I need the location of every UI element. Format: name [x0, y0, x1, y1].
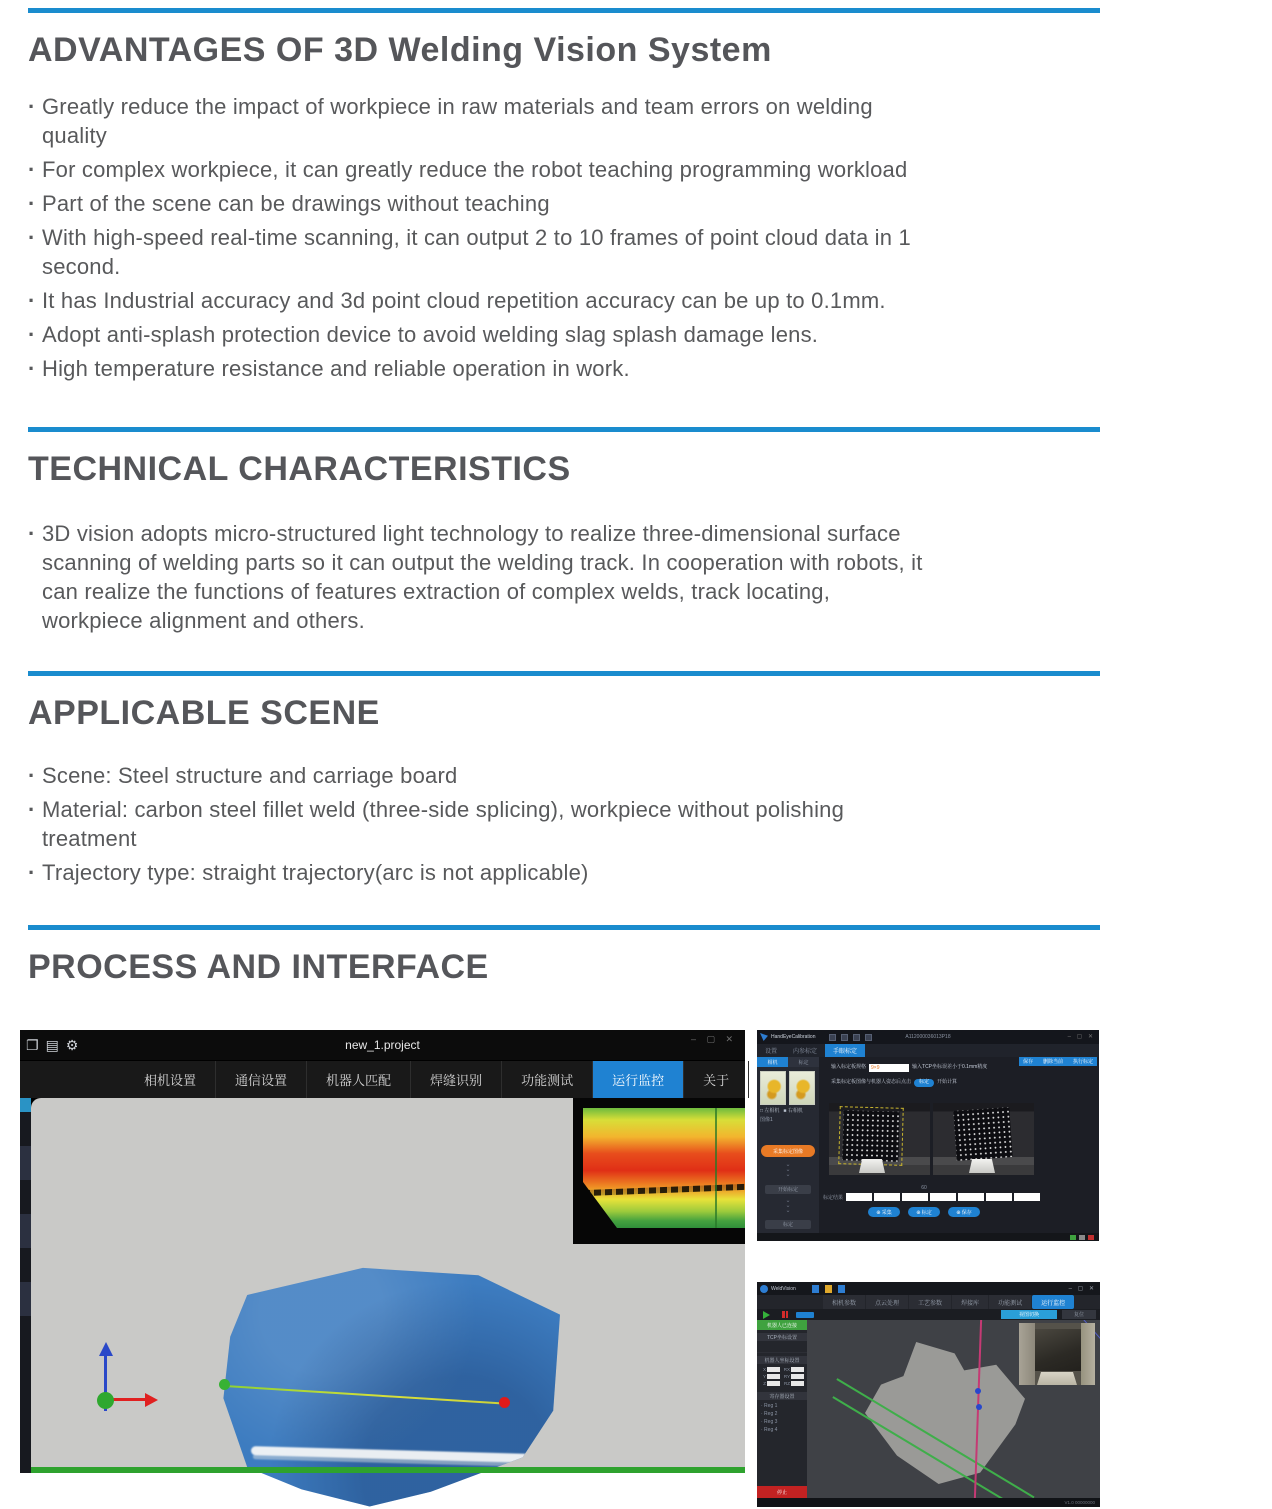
status-light-green: [1070, 1235, 1076, 1240]
chevron-down-icon: ⌄ ⌄ ⌄: [785, 1162, 791, 1178]
calibration-sidebar: [757, 1057, 819, 1233]
runtime-tab[interactable]: 焊接库: [952, 1295, 988, 1309]
coord-field: RZ: [783, 1381, 805, 1386]
runtime-tab[interactable]: 运行监控: [1032, 1295, 1074, 1309]
axis-gizmo: [82, 1333, 162, 1423]
result-input-row: [823, 1193, 1040, 1201]
gear-icon[interactable]: ⚙: [65, 1037, 79, 1053]
left-camera-view: [829, 1103, 930, 1175]
advantages-bullet: · Greatly reduce the impact of workpiece in raw materials and team errors on welding quality: [28, 92, 923, 150]
right-camera-view: [933, 1103, 1034, 1175]
window-controls[interactable]: – ▢ ✕: [690, 1034, 737, 1044]
calibration-content: [757, 1057, 1099, 1233]
menu-tab[interactable]: 焊缝识别: [411, 1061, 502, 1098]
depth-heatmap-strip: [573, 1098, 745, 1244]
advantages-bullet: · With high-speed real-time scanning, it can output 2 to 10 frames of point cloud data in 1 second.: [28, 223, 923, 281]
runtime-sidebar: [757, 1320, 807, 1498]
view-buttons: [1001, 1310, 1096, 1319]
board-stand: [969, 1159, 995, 1173]
runtime-toolbar-row: [757, 1309, 1100, 1320]
register-item[interactable]: · Reg 4: [761, 1427, 778, 1433]
result-input[interactable]: [1014, 1193, 1040, 1201]
menu-tab[interactable]: 机器人匹配: [307, 1061, 411, 1098]
scene-list: [28, 761, 923, 887]
scene-bullet: · Scene: Steel structure and carriage board: [28, 761, 923, 790]
action-button[interactable]: 删除当前: [1042, 1059, 1063, 1065]
start-calibration-button[interactable]: 开始标定: [765, 1185, 811, 1194]
thumbnail-caption: ■ 右相机: [783, 1108, 803, 1114]
advantages-title: ADVANTAGES OF 3D Welding Vision System: [28, 31, 772, 69]
monitor-titlebar: [20, 1030, 745, 1060]
coord-input[interactable]: [767, 1367, 780, 1372]
folder-icon[interactable]: [825, 1285, 832, 1293]
heatmap-seam-line: [583, 1184, 745, 1196]
board-spec-hint: 输入TCP坐标误差小于0.1mm精度: [912, 1064, 988, 1071]
scene-title: APPLICABLE SCENE: [28, 694, 380, 732]
trajectory-start-point: [219, 1379, 230, 1390]
advantages-list: [28, 92, 923, 383]
mode-toggle[interactable]: [796, 1312, 814, 1318]
calibration-app-window: [757, 1030, 1099, 1241]
inline-calibrate-button[interactable]: 标定: [914, 1079, 934, 1087]
result-input[interactable]: [958, 1193, 984, 1201]
result-input[interactable]: [846, 1193, 872, 1201]
status-light-gray: [1079, 1235, 1085, 1240]
save-icon[interactable]: [838, 1285, 845, 1293]
thumbnail-caption: □ 左相机: [760, 1108, 780, 1114]
pill-button[interactable]: ⊕ 保存: [948, 1207, 980, 1217]
monitor-menu-tabs: [125, 1061, 749, 1098]
statusbar-text: V1.0 00000000: [1064, 1500, 1095, 1505]
robot-connect-button[interactable]: 机器人已连接: [757, 1320, 807, 1330]
feature-point: [975, 1388, 981, 1394]
coord-input[interactable]: [767, 1374, 780, 1379]
coordinate-fields: [757, 1364, 807, 1389]
weld-gap-highlight: [251, 1446, 530, 1463]
runtime-tabs: [757, 1295, 1100, 1309]
menu-tab[interactable]: 通信设置: [216, 1061, 307, 1098]
sidebar-subtabs: [757, 1057, 819, 1067]
coord-field: Y: [759, 1374, 781, 1379]
technical-bullet: · 3D vision adopts micro-structured light technology to realize three-dimensional surface scanning of welding parts so it can output the welding track. In cooperation with robots, it can realize the functions of features extraction of complex welds, track locating, workpiece alignment and others.: [28, 519, 923, 635]
action-button[interactable]: 保存: [1023, 1059, 1034, 1065]
sidebar-subtab[interactable]: 标定: [788, 1057, 819, 1067]
sidebar-note: 图像1: [760, 1117, 773, 1123]
calibrate-hint-label: 采集标定板图像与机器人姿态后点击: [831, 1079, 912, 1085]
status-light-red: [1088, 1235, 1094, 1240]
runtime-toolbar: [812, 1285, 845, 1293]
action-button[interactable]: 执行标定: [1072, 1059, 1093, 1065]
calibration-titlebar: [757, 1030, 1099, 1044]
app-logo-icon: [760, 1285, 768, 1293]
runtime-tab[interactable]: 相机参数: [823, 1295, 865, 1309]
runtime-app-window: [757, 1282, 1100, 1507]
section-divider: [28, 8, 1100, 13]
coord-input[interactable]: [791, 1367, 804, 1372]
result-input[interactable]: [874, 1193, 900, 1201]
result-input[interactable]: [986, 1193, 1012, 1201]
runtime-statusbar: [757, 1498, 1100, 1507]
calibrate-hint-tail: 开始计算: [937, 1079, 958, 1085]
board-spec-label: 输入标定板规格: [831, 1064, 867, 1071]
feature-point: [976, 1404, 982, 1410]
view-switch-button[interactable]: 视图切换: [1001, 1310, 1057, 1319]
section-header-tcp: TCP坐标设置: [757, 1333, 807, 1341]
board-spec-input[interactable]: 9×9: [869, 1064, 909, 1072]
runtime-content: [757, 1320, 1100, 1498]
app-name: WeldVision: [771, 1285, 796, 1292]
advantages-bullet: · Adopt anti-splash protection device to avoid welding slag splash damage lens.: [28, 320, 923, 349]
advantages-bullet: · Part of the scene can be drawings without teaching: [28, 189, 923, 218]
robot-thumbnail-left[interactable]: [760, 1071, 786, 1105]
save-icon[interactable]: ▤: [45, 1037, 59, 1053]
calibrate-button[interactable]: 标定: [765, 1220, 811, 1229]
pill-button[interactable]: ⊕ 采集: [868, 1207, 900, 1217]
calibration-tabs: [757, 1044, 1099, 1057]
board-stand: [859, 1159, 885, 1173]
monitor-app-window: [20, 1030, 745, 1473]
robot-thumbnail-right[interactable]: [789, 1071, 815, 1105]
chevron-down-icon: ⌄ ⌄ ⌄: [785, 1198, 791, 1214]
advantages-bullet: · High temperature resistance and reliable operation in work.: [28, 354, 923, 383]
section-divider: [28, 925, 1100, 930]
calibration-board-left: [842, 1110, 899, 1161]
technical-title: TECHNICAL CHARACTERISTICS: [28, 450, 571, 488]
view-reset-button[interactable]: 复位: [1062, 1310, 1096, 1319]
trajectory-end-point: [499, 1397, 510, 1408]
pill-button[interactable]: ⊕ 标定: [908, 1207, 940, 1217]
calibration-tab[interactable]: 手眼标定: [825, 1044, 865, 1057]
origin-dot: [97, 1392, 114, 1409]
runtime-3d-view[interactable]: [807, 1320, 1100, 1498]
calibration-statusbar: [757, 1233, 1099, 1241]
register-item[interactable]: · Reg 1: [761, 1403, 778, 1409]
window-title: new_1.project: [345, 1038, 420, 1052]
section-divider: [28, 427, 1100, 432]
coord-field: Z: [759, 1381, 781, 1386]
section-divider: [28, 671, 1100, 676]
pause-icon[interactable]: [782, 1311, 788, 1318]
robot-thumbnails: [757, 1067, 819, 1107]
window-controls[interactable]: – ▢ ✕: [1068, 1286, 1096, 1292]
result-label: 标定结果: [823, 1194, 844, 1201]
coord-field: X: [759, 1367, 781, 1372]
register-item[interactable]: · Reg 2: [761, 1411, 778, 1417]
runtime-titlebar: [757, 1282, 1100, 1295]
folder-icon[interactable]: ❐: [26, 1037, 39, 1053]
runtime-tab[interactable]: 点云处理: [866, 1295, 908, 1309]
process-title: PROCESS AND INTERFACE: [28, 948, 489, 986]
calibration-tab[interactable]: 内参标定: [793, 1049, 818, 1055]
coord-field: RX: [783, 1367, 805, 1372]
board-spec-row: [831, 1064, 987, 1072]
monitor-body: [20, 1098, 745, 1473]
advantages-bullet: · It has Industrial accuracy and 3d point cloud repetition accuracy can be up to 0.1mm.: [28, 286, 923, 315]
page-content: [28, 0, 1100, 987]
viewport-bottom-line: [31, 1467, 745, 1473]
device-code: A112000036013P18: [905, 1034, 951, 1040]
thumbnail-captions: [757, 1107, 819, 1114]
calibration-board-right: [953, 1107, 1012, 1161]
capture-button[interactable]: 采集标定图像: [761, 1145, 815, 1157]
scene-bullet: · Trajectory type: straight trajectory(arc is not applicable): [28, 858, 923, 887]
coord-input[interactable]: [767, 1381, 780, 1386]
calibration-main: [819, 1057, 1099, 1233]
slider-value: 60: [921, 1185, 927, 1191]
sidebar-subtab[interactable]: 相机: [757, 1057, 788, 1067]
register-item[interactable]: · Reg 3: [761, 1419, 778, 1425]
play-icon[interactable]: [763, 1311, 774, 1319]
camera-photo-inset: [1019, 1323, 1095, 1385]
interface-screenshots: [0, 1030, 1272, 1505]
runtime-tab[interactable]: 工艺参数: [909, 1295, 951, 1309]
calibration-bottom-buttons: [819, 1207, 1029, 1217]
section-header-robot-coords: 机器人坐标设置: [757, 1356, 807, 1364]
calibration-actions-bar: [1019, 1057, 1097, 1066]
menu-tab[interactable]: 关于: [684, 1061, 749, 1098]
register-list: [757, 1400, 807, 1436]
stop-button[interactable]: 停止: [757, 1486, 807, 1498]
scene-bullet: · Material: carbon steel fillet weld (three-side splicing), workpiece without polishing treatment: [28, 795, 923, 853]
coord-input[interactable]: [791, 1381, 804, 1386]
result-input[interactable]: [902, 1193, 928, 1201]
left-panel-strip[interactable]: [20, 1098, 31, 1473]
advantages-bullet: · For complex workpiece, it can greatly reduce the robot teaching programming workload: [28, 155, 923, 184]
monitor-menubar: [20, 1060, 745, 1098]
technical-list: [28, 519, 923, 635]
menu-tab[interactable]: 功能测试: [502, 1061, 593, 1098]
coord-field: RY: [783, 1374, 805, 1379]
calibrate-hint-row: [831, 1079, 957, 1087]
coord-input[interactable]: [791, 1374, 804, 1379]
runtime-tab[interactable]: 功能测试: [989, 1295, 1031, 1309]
menu-tab[interactable]: 相机设置: [125, 1061, 216, 1098]
window-controls[interactable]: – ▢ ✕: [1067, 1034, 1095, 1040]
section-header-registers: 寄存器设置: [757, 1392, 807, 1400]
file-icon[interactable]: [812, 1285, 819, 1293]
menu-tab[interactable]: 运行监控: [593, 1061, 684, 1098]
calibration-tab[interactable]: 设置: [765, 1049, 778, 1055]
result-input[interactable]: [930, 1193, 956, 1201]
app-name: HandEyeCalibration: [771, 1034, 816, 1040]
